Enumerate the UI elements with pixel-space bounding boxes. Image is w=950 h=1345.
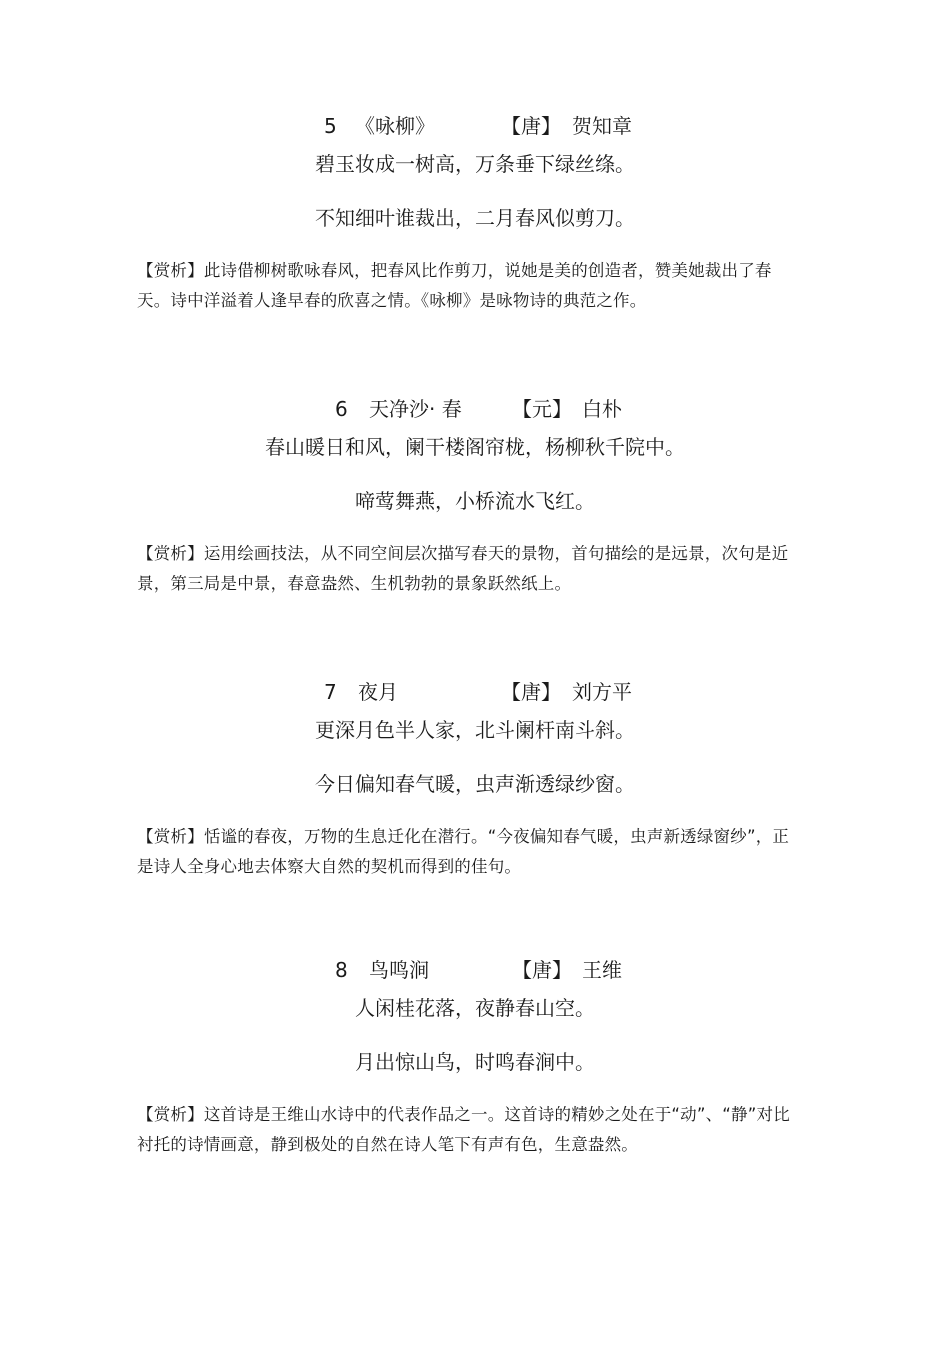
appreciation-text: 这首诗是王维山水诗中的代表作品之一。这首诗的精妙之处在于“动”、“静”对比衬托的诗情画意，静到极处的自然在诗人笔下有声有色，生意盎然。 [137, 1105, 790, 1154]
poem-line: 人闲桂花落，夜静春山空。 [355, 996, 595, 1020]
poem-line: 今日偏知春气暖，虫声渐透绿纱窗。 [315, 772, 635, 796]
poem-title: 《咏柳》 [355, 114, 435, 138]
appreciation-label: 【赏析】 [137, 827, 204, 846]
poem-dynasty: 【唐】 [512, 958, 572, 982]
poem-title: 夜月 [358, 680, 398, 704]
poem-number: 8 [335, 958, 348, 982]
poem-number: 7 [324, 680, 337, 704]
poem-author: 王维 [582, 958, 622, 982]
poem-dynasty: 【唐】 [501, 680, 561, 704]
poem-line: 更深月色半人家，北斗阑杆南斗斜。 [315, 718, 635, 742]
poem-line: 碧玉妆成一树高，万条垂下绿丝绦。 [315, 152, 635, 176]
appreciation-label: 【赏析】 [137, 1105, 204, 1124]
appreciation-label: 【赏析】 [137, 261, 204, 280]
poem-number: 6 [335, 397, 348, 421]
appreciation-text: 恬谧的春夜，万物的生息迁化在潜行。“今夜偏知春气暖，虫声新透绿窗纱”，正是诗人全身心地去体察大自然的契机而得到的佳句。 [137, 827, 790, 876]
appreciation-note [137, 822, 797, 882]
poem-dynasty: 【唐】 [501, 114, 561, 138]
appreciation-note [137, 1100, 797, 1160]
appreciation-text: 运用绘画技法，从不同空间层次描写春天的景物，首句描绘的是远景，次句是近景，第三局是中景，春意盎然、生机勃勃的景象跃然纸上。 [137, 544, 789, 593]
poem-heading [0, 678, 950, 706]
appreciation-note [137, 256, 797, 316]
poem-line: 啼莺舞燕，小桥流水飞红。 [355, 489, 595, 513]
poem-title: 天净沙· 春 [369, 397, 462, 421]
poem-line: 不知细叶谁裁出，二月春风似剪刀。 [315, 206, 635, 230]
poem-heading [0, 956, 950, 984]
poem-heading [0, 395, 950, 423]
poem-line: 春山暖日和风，阑干楼阁帘栊，杨柳秋千院中。 [265, 435, 685, 459]
poem-author: 贺知章 [572, 114, 632, 138]
appreciation-label: 【赏析】 [137, 544, 204, 563]
poem-author: 白朴 [582, 397, 622, 421]
appreciation-text: 此诗借柳树歌咏春风，把春风比作剪刀，说她是美的创造者，赞美她裁出了春天。诗中洋溢着人逢早春的欣喜之情。《咏柳》是咏物诗的典范之作。 [137, 261, 772, 310]
poem-title: 鸟鸣涧 [369, 958, 429, 982]
poem-author: 刘方平 [572, 680, 632, 704]
poem-number: 5 [324, 114, 337, 138]
appreciation-note [137, 539, 797, 599]
poem-heading [0, 112, 950, 140]
poem-dynasty: 【元】 [512, 397, 572, 421]
poem-line: 月出惊山鸟，时鸣春涧中。 [355, 1050, 595, 1074]
